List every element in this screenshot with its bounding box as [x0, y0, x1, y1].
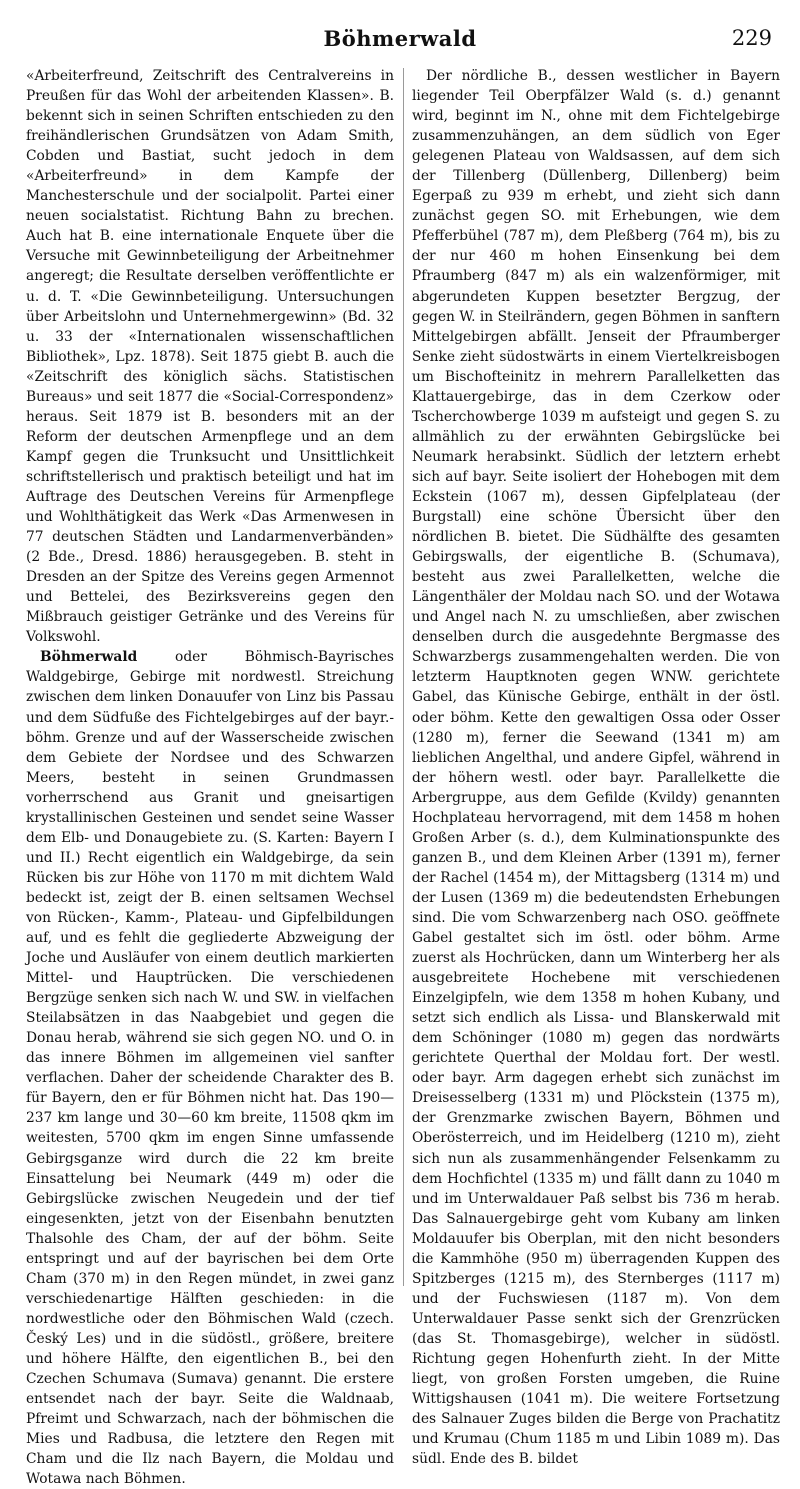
paragraph: Der nördliche B., dessen westlicher in Bayern liegender Teil Oberpfälzer Wald (s. d.) genannt wird, beginnt im N., ohne mit dem Fichtelgebirge zusammenzuhängen, an dem südlich von Eger gelegenen Plateau von Waldsassen, auf dem sich der Tillenberg (Düllenberg, Dillenberg) beim Egerpaß zu 939 m erhebt, und zieht sich dann zunächst gegen SO. mit Erhebungen, wie dem Pfefferbühel (787 m), dem Pleßberg (764 m), bis zu der nur 460 m hohen Einsenkung bei dem Pfraumberg (847 m) als ein walzenförmiger, mit abgerundeten Kuppen besetzter Bergzug, der gegen W. in Steilrändern, gegen Böhmen in sanftern Mittelgebirgen abfällt. Jenseit der Pfraumberger Senke zieht südostwärts in einem Viertelkreisbogen um Bischofteinitz in mehrern Parallelketten das Klattauergebirge, das in dem Czerkow oder Tscherchowberge 1039 m aufsteigt und gegen S. zu allmählich zu der erwähnten Gebirgslücke bei Neumark herabsinkt. Südlich der letztern erhebt sich auf bayr. Seite isoliert der Hohebogen mit dem Eckstein (1067 m), dessen Gipfelplateau (der Burgstall) eine schöne Übersicht über den nördlichen B. bietet. Die Südhälfte des gesamten Gebirgswalls, der eigentliche B. (Schumava), besteht aus zwei Parallelketten, welche die Längenthäler der Moldau nach SO. und der Wotawa und Angel nach N. zu umschließen, aber zwischen denselben durch die ausgedehnte Bergmasse des Schwarzbergs zusammengehalten werden. Die von letzterm Hauptknoten gegen WNW. gerichtete Gabel, das Künische Gebirge, enthält in der östl. oder böhm. Kette den gewaltigen Ossa oder Osser (1280 m), ferner die Seewand (1341 m) am lieblichen Angelthal, und andere Gipfel, während in der höhern westl. oder bayr. Parallelkette die Arbergruppe, aus dem Gefilde (Kvildy) genannten Hochplateau hervorragend, mit dem 1458 m hohen Großen Arber (s. d.), dem Kulminationspunkte des ganzen B., und dem Kleinen Arber (1391 m), ferner der Rachel (1454 m), der Mittagsberg (1314 m) und der Lusen (1369 m) die bedeutendsten Erhebungen sind. Die vom Schwarzenberg nach OSO. geöffnete Gabel gestaltet sich im östl. oder böhm. Arme zuerst als Hochrücken, dann um Winterberg her als ausgebreitete Hochebene mit verschiedenen Einzelgipfeln, wie dem 1358 m hohen Kubany, und setzt sich endlich als Lissa- und Blanskerwald mit dem Schöninger (1080 m) gegen das nordwärts gerichtete Querthal der Moldau fort. Der westl. oder bayr. Arm dagegen erhebt sich zunächst im Dreisesselberg (1331 m) und Plöckstein (1375 m), der Grenzmarke zwischen Bayern, Böhmen und Oberösterreich, und im Heidelberg (1210 m), zieht sich nun als zusammenhängender Felsenkamm zu dem Hochfichtel (1335 m) und fällt dann zu 1040 m und im Unterwaldauer Paß selbst bis 736 m herab. Das Salnauergebirge geht vom Kubany am linken Moldauufer bis Oberplan, mit den nicht besonders die Kammhöhe (950 m) überragenden Kuppen des Spitzberges (1215 m), des Sternberges (1117 m) und der Fuchswiesen (1187 m). Von dem Unterwaldauer Passe senkt sich der Grenzrücken (das St. Thomasgebirge), welcher in südöstl. Richtung gegen Hohenfurth zieht. In der Mitte liegt, von großen Forsten umgeben, die Ruine Wittigshausen (1041 m). Die weitere Fortsetzung des Salnauer Zuges bilden die Berge von Prachatitz und Krumau (Chum 1185 m und Libin 1089 m). Das südl. Ende des B. bildet — [412, 68, 780, 1468]
column-divider — [403, 68, 404, 1286]
entry-headword: Böhmerwald — [40, 649, 138, 666]
right-column — [412, 66, 780, 1468]
entry-paragraph — [26, 647, 394, 1489]
left-column — [26, 66, 394, 1488]
page-header — [0, 26, 800, 56]
entry-text: oder Böhmisch-Bayrisches Waldgebirge, Gebirge mit nordwestl. Streichung zwischen dem linken Donauufer von Linz bis Passau und dem Südfuße des Fichtelgebirges auf der bayr.-böhm. Grenze und auf der Wasserscheide zwischen dem Gebiete der Nordsee und des Schwarzen Meers, besteht in seinen Grundmassen vorherrschend aus Granit und gneisartigen krystallinischen Gesteinen und sendet seine Wasser dem Elb- und Donaugebiete zu. (S. Karten: Bayern I und II.) Recht eigentlich ein Waldgebirge, da sein Rücken bis zur Höhe von 1170 m mit dichtem Wald bedeckt ist, zeigt der B. einen seltsamen Wechsel von Rücken-, Kamm-, Plateau- und Gipfelbildungen auf, und es fehlt die gegliederte Abzweigung der Joche und Ausläufer von einem deutlich markierten Mittel- und Hauptrücken. Die verschiedenen Bergzüge senken sich nach W. und SW. in vielfachen Steilabsätzen in das Naabgebiet und gegen die Donau herab, während sie sich gegen NO. und O. in das innere Böhmen im allgemeinen viel sanfter verflachen. Daher der scheidende Charakter des B. für Bayern, den er für Böhmen nicht hat. Das 190—237 km lange und 30—60 km breite, 11508 qkm im weitesten, 5700 qkm im engen Sinne umfassende Gebirgsganze wird durch die 22 km breite Einsattelung bei Neumark (449 m) oder die Gebirgslücke zwischen Neugedein und der tief eingesenkten, jetzt von der Eisenbahn benutzten Thalsohle des Cham, der auf der böhm. Seite entspringt und auf der bayrischen bei dem Orte Cham (370 m) in den Regen mündet, in zwei ganz verschiedenartige Hälften geschieden: in die nordwestliche oder den Böhmischen Wald (czech. Český Les) und in die südöstl., größere, breitere und höhere Hälfte, den eigentlichen B., bei den Czechen Schumava (Sumava) genannt. Die erstere entsendet nach der bayr. Seite die Waldnaab, Pfreimt und Schwarzach, nach der böhmischen die Mies und Radbusa, die letztere den Regen mit Cham und die Ilz nach Bayern, die Moldau und Wotawa nach Böhmen. — [26, 649, 394, 1488]
running-head: Böhmerwald — [323, 26, 477, 51]
page-number: 229 — [731, 26, 772, 50]
text-columns — [26, 66, 780, 1488]
paragraph: «Arbeiterfreund, Zeitschrift des Centralvereins in Preußen für das Wohl der arbeitenden Klassen». B. bekennt sich in seinen Schriften entschieden zu den freihändlerischen Grundsätzen von Adam Smith, Cobden und Bastiat, sucht jedoch in dem «Arbeiterfreund» in dem Kampfe der Manchesterschule und der socialpolit. Partei einer neuen socialstatist. Richtung Bahn zu brechen. Auch hat B. eine internationale Enquete über die Versuche mit Gewinnbeteiligung der Arbeitnehmer angeregt; die Resultate derselben veröffentlichte er u. d. T. «Die Gewinnbeteiligung. Untersuchungen über Arbeitslohn und Unternehmergewinn» (Bd. 32 u. 33 der «Internationalen wissenschaftlichen Bibliothek», Lpz. 1878). Seit 1875 giebt B. auch die «Zeitschrift des königlich sächs. Statistischen Bureaus» und seit 1877 die «Social-Correspondenz» heraus. Seit 1879 ist B. besonders mit an der Reform der deutschen Armenpflege und an dem Kampf gegen die Trunksucht und Unsittlichkeit schriftstellerisch und praktisch beteiligt und hat im Auftrage des Deutschen Vereins für Armenpflege und Wohlthätigkeit das Werk «Das Armenwesen in 77 deutschen Städten und Landarmenverbänden» (2 Bde., Dresd. 1886) herausgegeben. B. steht in Dresden an der Spitze des Vereins gegen Armennot und Bettelei, des Bezirksvereins gegen den Mißbrauch geistiger Getränke und des Vereins für Volkswohl. — [26, 68, 394, 646]
